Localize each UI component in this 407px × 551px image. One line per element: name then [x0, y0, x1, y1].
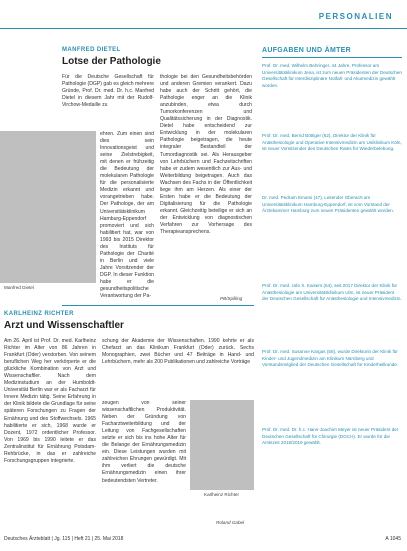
manfred-dietel-photo — [0, 131, 96, 283]
sidebar-entry: Prof. Dr. med. Bernd Böttiger (62), Direktor der Klinik für Anästhesiologie und Operative Intensivmedizin am Uniklinikum Köln, ist neuer Vorsitzender des Deutschen Rates für Wiederbelebung. — [262, 133, 402, 152]
footer-page-number: A 1045 — [385, 536, 401, 542]
article-2-body-col2-top: schung der Akademie der Wissenschaften. 1990 kehrte er als Chefarzt an das Klinikum Frankfurt (Oder) zurück. Sechs Monographien, zwei Bücher und 47 Beiträge in Hand- und Lehrbüchern, mehr als 200 Publikationen und zahlreiche Vorträge — [102, 338, 254, 366]
article-2-kicker: KARLHEINZ RICHTER — [4, 311, 74, 317]
footer-publication: Deutsches Ärzteblatt | Jg. 115 | Heft 21 | 25. Mai 2018 — [4, 536, 124, 542]
section-label: PERSONALIEN — [318, 12, 393, 21]
sidebar-entry: Prof. Dr. med. Susanne Kargas (55), wurde Direktorin der Klinik für Kinder- und Jugendmedizin am Klinikum Nürnberg und Vorstandsmitglied der Deutschen Gesellschaft für Kinderheilkunde. — [262, 349, 399, 368]
sidebar-entry: Dr. med. Pedram Emami (47), Leitender Oberarzt am Universitätsklinikum Hamburg-Eppendorf, ist vom Vorstand der Ärztekammer Hamburg zum neuen Präsidenten gewählt worden. — [262, 195, 395, 214]
article-2-body-col1: Am 26. April ist Prof. Dr. med. Karlheinz Richter im Alter von 86 Jahren in Frankfurt (Oder) verstorben. Von seinem beruflichen Weg her verkörperte er die glückliche Kombination von Arzt und Wissenschaftler. Nach dem Medizinstudium an der Humboldt-Universität Berlin war er als Facharzt für Innere Medizin tätig. Seine Erfahrung in der Klinik bildete die Grundlage für seine späteren Forschungen zu Fragen der Ernährung und des Stoffwechsels. 1965 habilitierte er sich, 1968 wurde er Dozent, 1972 ordentlicher Professor. Von 1969 bis 1990 leitete er das Zentralinstitut für Ernährung Potsdam-Rehbrücke, in das er zahlreiche Forschungsgruppen integrierte. — [4, 338, 96, 464]
article-2-author: Roland Gabel — [216, 520, 245, 525]
article-2-photo-caption: Karlheinz Richter — [204, 492, 239, 497]
sidebar-entry: Prof. Dr. med. Udo X. Kaisers (54), seit 2017 Direktor der Klinik für Anästhesiologie am Universitätsklinikum Ulm, ist neuer Präsident der Deutschen Gesellschaft für Anästhesiologie und Intensivmedizin. — [262, 283, 402, 302]
article-1-body-col2: thologie bei den Gesundheitsbehörden und anderen Gremien verankert. Dazu habe auch der Schritt gehört, die Pathologie enger an die Klinik anzubinden, etwa durch Tumorkonferenzen und Qualitätssicherung in der Diagnostik. Dietel habe entscheidend zur Entwicklung in der molekularen Pathologie beigetragen, die heute integraler Bestandteil der Tumordiagnostik sei. Als Herausgeber von Lehrbüchern und Fachzeitschriften habe er zudem wesentlich zur Aus- und Weiterbildung beigetragen. Auch das Wachsen des Fachs in der Öffentlichkeit liege ihm am Herzen. Als einer der Ersten habe er die Bedeutung der Digitalisierung für die Pathologie erkannt. Gleichzeitig beteilige er sich an der Entwicklung von diagnostischen Verfahren zur Vorhersage des Therapieansprechens. — [160, 74, 252, 236]
sidebar-entry: Prof. Dr. med. Dr. h.c. Hans-Joachim Meyer ist neuer Präsident der Deutschen Gesellschaft für Chirurgie (DGCH). Er wurde für die Amtszeit 2018/2019 gewählt. — [262, 427, 399, 446]
sidebar-title: AUFGABEN UND ÄMTER — [262, 47, 352, 54]
article-1-body-col1-top: Für die Deutsche Gesellschaft für Pathologie (DGP) gab es gleich mehrere Gründe, Prof. Dr. med. Dr. h.c. Manfred Dietel in diesem Jahr mit der Rudolf-Virchow-Medaille zu — [62, 74, 154, 109]
karlheinz-richter-photo — [190, 400, 254, 490]
article-divider — [62, 305, 254, 306]
article-1-photo-caption: Manfred Dietel — [4, 285, 34, 290]
sidebar-entry: Prof. Dr. med. Wilhelm Behringer, 44 Jahre, Professor am Universitätsklinikum Jena, ist zum neuen Präsidenten der Deutschen Gesellschaft für Interdisziplinäre Notfall- und Akutmedizin gewählt worden. — [262, 63, 402, 88]
article-1-body-col1-wrap: ehren. Zum einen sind dies sein Innovationsgeist und seine Zielstrebigkeit, mit denen er frühzeitig die Bedeutung der molekularen Pathologie für die personalisierte Medizin erkannt und vorangetrieben habe. Der Pathologe, der am Universitätsklinikum Hamburg-Eppendorf promoviert und sich habilitiert hat, war von 1993 bis 2015 Direktor des Instituts für Pathologie der Charité in Berlin und viele Jahre Vorsitzender der DGP. In dieser Funktion habe er die gesundheitspolitische Verantwortung der Pa- — [100, 131, 154, 300]
article-2-body-col2-wrap: zeugen von seiner wissenschaftlichen Produktivität. Neben der Gründung von Facharztweiterbildung und der Leitung von Fachgesellschaften setzte er sich bis ins hohe Alter für die Belange der Ernährungsmedizin ein. Diese Leistungen wurden mit zahlreichen Ehrungen gewürdigt. Mit ihm verliert die deutsche Ernährungsmedizin einen ihrer bedeutendsten Vertreter. — [102, 400, 186, 484]
sidebar-title-rule — [262, 57, 402, 58]
article-1-title: Lotse der Pathologie — [62, 56, 161, 67]
article-1-author: PB/Spilling — [220, 296, 243, 301]
top-rule — [0, 28, 407, 29]
article-2-title: Arzt und Wissenschaftler — [4, 320, 124, 331]
article-1-kicker: MANFRED DIETEL — [62, 47, 121, 53]
